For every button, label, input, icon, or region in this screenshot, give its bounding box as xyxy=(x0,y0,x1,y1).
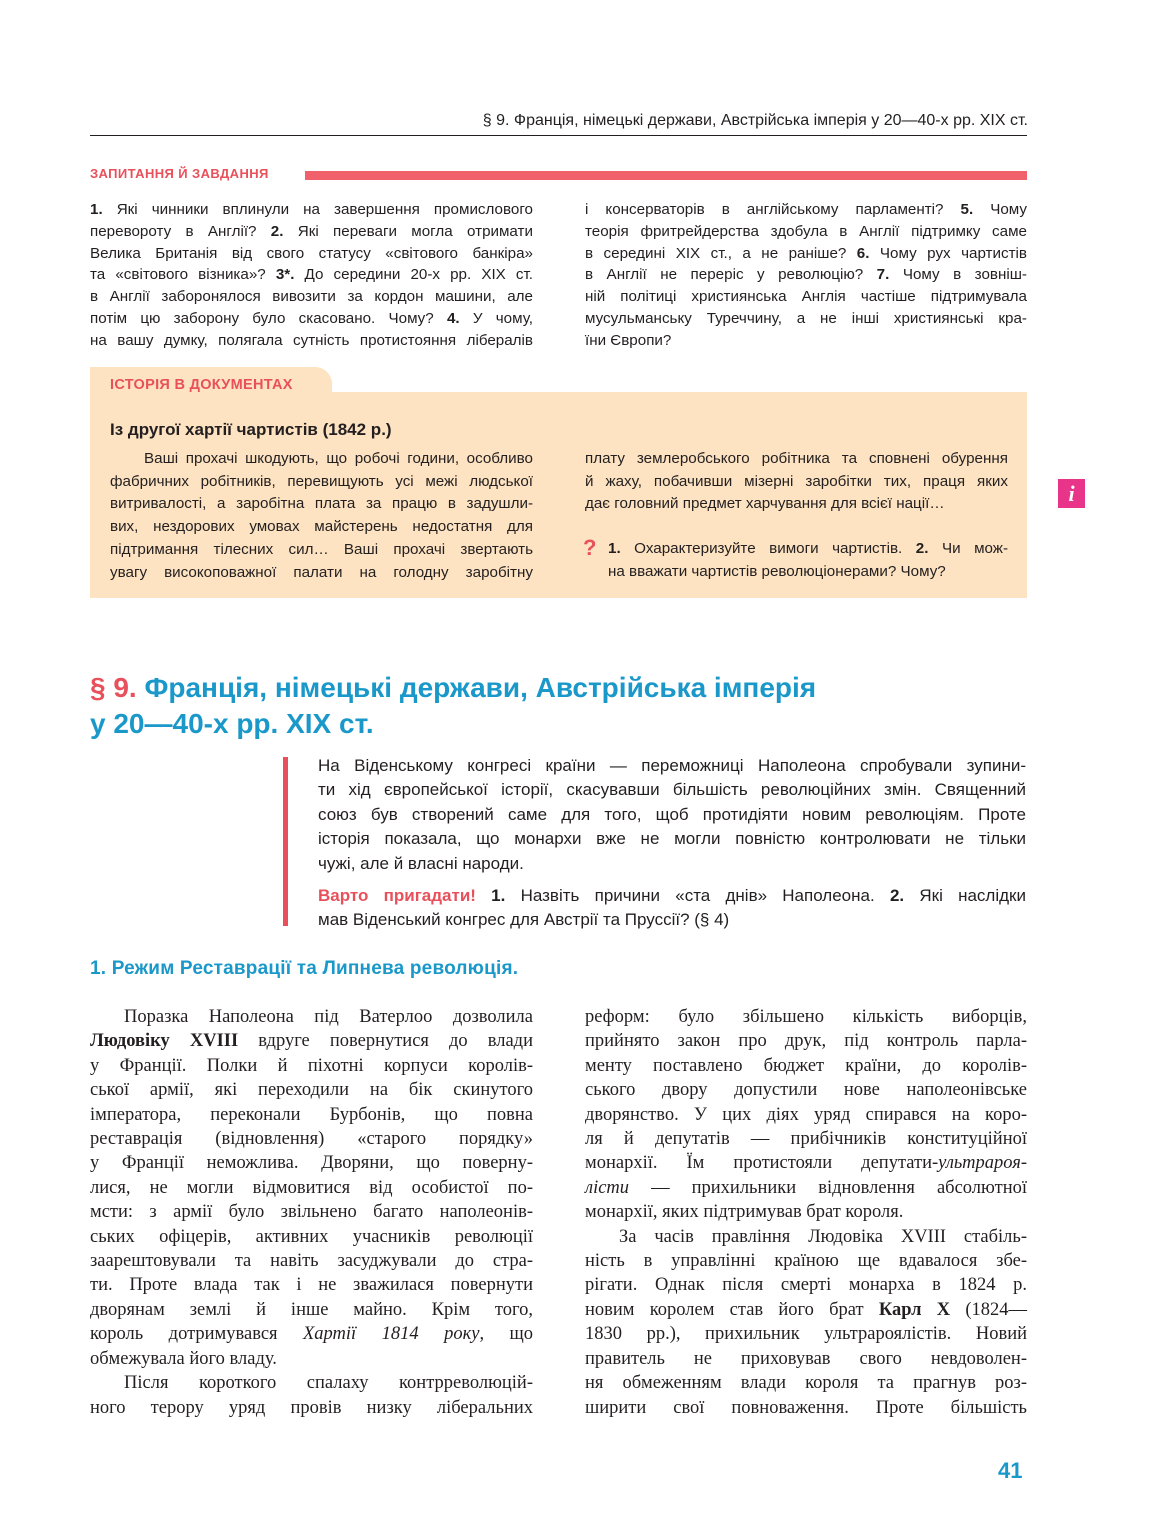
text-line: ти. Проте влада так і не зважилася повернути xyxy=(90,1275,533,1296)
text-line: король дотримувався Хартії 1814 року, що xyxy=(90,1324,533,1345)
text-line: Після короткого спалаху контрреволюцій- xyxy=(124,1373,533,1394)
text-line: дворянам землі й інше майно. Крім того, xyxy=(90,1299,533,1320)
question-mark-icon: ? xyxy=(583,535,597,560)
text-line: мсти: з армії було звільнено багато наполеонів- xyxy=(90,1202,533,1223)
text-line: Поразка Наполеона під Ватерлоо дозволила xyxy=(124,1007,533,1027)
text-line: підтримання тілесних сил… Ваші прохачі звертають xyxy=(110,540,533,558)
text-line: історія показала, що монархи вже не могли повністю контролювати не тільки xyxy=(318,829,1026,849)
text-line: та «світового візника»? 3*. До середини 20-х рр. ХІХ ст. xyxy=(90,266,533,284)
text-line: союз був створений саме для того, щоб протидіяти новим революціям. Проте xyxy=(318,804,1026,824)
text-line: в середині ХІХ ст., а не раніше? 6. Чому рух чартистів xyxy=(585,244,1027,262)
document-title: Із другої хартії чартистів (1842 р.) xyxy=(110,420,392,439)
document-questions xyxy=(608,538,1008,583)
text-line: ських офіцерів, активних учасників революції xyxy=(90,1226,533,1247)
text-line: вих, нездорових умовах майстерень недостатня для xyxy=(110,518,533,536)
body-left-column xyxy=(90,1005,533,1420)
body-right-column xyxy=(585,1005,1027,1420)
questions-right-column xyxy=(585,199,1027,352)
text-line: витривалості, а заробітна плата за працю в задушли- xyxy=(110,495,533,513)
text-line: менту поставлено бюджет країни, до королів- xyxy=(585,1055,1027,1076)
text-line: ня обмеженням влади короля та прагнув роз- xyxy=(585,1373,1027,1394)
text-line: на вашу думку, полягала сутність протистояння лібералів xyxy=(90,331,533,349)
text-line: теорія фритрейдерства здобула в Англії підтримку саме xyxy=(585,222,1027,240)
text-line: 1. Охарактеризуйте вимоги чартистів. 2. Чи мож- xyxy=(608,540,1009,557)
recall-label: Варто пригадати! xyxy=(318,886,476,905)
text-line: монархії. Їм протистояли депутати-ультрароя- xyxy=(585,1153,1027,1174)
text-line: перевороту в Англії? 2. Які переваги могла отримати xyxy=(90,222,533,240)
text-line: новим королем став його брат Карл X (1824— xyxy=(585,1299,1027,1320)
text-line: реформ: було збільшено кількість виборців, xyxy=(585,1007,1027,1027)
section-title-line: у 20—40-х рр. ХІХ ст. xyxy=(90,708,374,739)
text-line: За часів правління Людовіка XVIII стабіль- xyxy=(619,1226,1027,1247)
text-line: лися, не могли відмовитися від особистої по- xyxy=(90,1177,533,1198)
text-line: 1. Які чинники вплинули на завершення промислового xyxy=(90,201,533,218)
person-name: Карл X xyxy=(878,1299,951,1320)
text-line: ського двору допустили нове наполеонівське xyxy=(585,1080,1027,1101)
info-icon: i xyxy=(1068,481,1075,506)
intro-accent-bar xyxy=(283,757,288,926)
text-line: ширити свої повноваження. Проте більшість xyxy=(585,1397,1027,1418)
text-line: Варто пригадати! 1. Назвіть причини «ста днів» Наполеона. 2. Які наслідки xyxy=(318,886,1026,905)
text-line: плату землеробського робітника та сповнені обурення xyxy=(585,450,1008,467)
text-line: дає головний предмет харчування для всієї нації… xyxy=(585,495,945,513)
text-line: ської армії, які переходили на бік скинутого xyxy=(90,1080,533,1101)
text-line: лісти — прихильники відновлення абсолютної xyxy=(585,1177,1027,1198)
text-line: потім цю заборону було скасовано. Чому? 4. У чому, xyxy=(90,309,533,327)
text-line: Людовіку XVIII вдруге повернутися до влади xyxy=(90,1031,533,1052)
text-line: дворянство. У цих діях уряд спирався на коро- xyxy=(585,1104,1027,1125)
text-line: увагу високоповажної палати на голодну заробітну xyxy=(110,563,533,581)
documents-tab-label: ІСТОРІЯ В ДОКУМЕНТАХ xyxy=(110,377,293,393)
text-line: Ваші прохачі шкодують, що робочі години, особливо xyxy=(144,450,533,467)
text-line: обмежувала його владу. xyxy=(90,1348,277,1369)
questions-heading: ЗАПИТАННЯ Й ЗАВДАННЯ xyxy=(90,166,269,181)
document-left-column xyxy=(110,448,533,584)
text-line: у Франції. Полки й піхотні корпуси королів- xyxy=(90,1055,533,1076)
text-line: фабричних робітників, перевищують усі межі людської xyxy=(110,472,533,490)
section-title xyxy=(90,670,816,742)
subsection-title: 1. Режим Реставрації та Липнева революція. xyxy=(90,958,519,979)
text-line: ного терору уряд провів низку ліберальних xyxy=(90,1397,533,1418)
text-line: прийнято закон про друк, під контроль парла- xyxy=(585,1031,1027,1052)
text-line: ність в управлінні країною ще вдавалося збе- xyxy=(585,1251,1027,1272)
text-line: реставрація (відновлення) «старого порядку» xyxy=(90,1129,533,1150)
text-line: і консерваторів в англійському парламенті? 5. Чому xyxy=(585,201,1028,218)
header-rule xyxy=(90,135,1027,136)
text-line: їни Європи? xyxy=(585,331,672,349)
recall-block xyxy=(318,884,1026,933)
text-line: ля й депутатів — прибічників конституційної xyxy=(585,1129,1027,1150)
text-line: у Франції неможлива. Дворяни, що поверну- xyxy=(90,1153,533,1174)
text-line: мусульманську Туреччину, а не інші християнські кра- xyxy=(585,309,1027,327)
text-line: в Англії заборонялося вивозити за кордон машини, але xyxy=(90,288,533,306)
text-line: рігати. Однак після смерті монарха в 1824 р. xyxy=(585,1275,1027,1296)
section-number: § 9. xyxy=(90,672,137,703)
text-line: На Віденському конгресі країни — переможниці Наполеона спробували зупини- xyxy=(318,756,1026,775)
text-line: чужі, але й власні народи. xyxy=(318,853,524,873)
text-line: Велика Британія від свого статусу «світового банкіра» xyxy=(90,244,533,262)
questions-heading-bar xyxy=(305,171,1027,180)
page-number: 41 xyxy=(998,1458,1023,1483)
person-name: Людовіку XVIII xyxy=(90,1031,239,1052)
text-line: 1830 рр.), прихильник ультрароялістів. Новий xyxy=(585,1324,1027,1345)
text-line: заарештовували та навіть засуджували до стра- xyxy=(90,1251,533,1272)
text-line: ній політиці християнська Англія частіше підтримувала xyxy=(585,288,1027,306)
text-line: правитель не приховував свого невдоволен- xyxy=(585,1348,1027,1369)
text-line: імператора, переконали Бурбонів, що повна xyxy=(90,1104,533,1125)
text-line: ти хід європейської історії, скасувавши більшість революційних змін. Священний xyxy=(318,780,1026,800)
section-intro xyxy=(318,754,1026,876)
document-right-column xyxy=(585,448,1008,516)
section-title-line: § 9. Франція, німецькі держави, Австрійська імперія xyxy=(90,672,817,703)
text-line: на вважати чартистів революціонерами? Чому? xyxy=(608,562,946,580)
text-line: монархії, яких підтримував брат короля. xyxy=(585,1202,904,1223)
questions-left-column xyxy=(90,199,533,352)
text-line: й жаху, побачивши мізерні заробітки тих, праця яких xyxy=(585,472,1008,490)
text-line: в Англії не переріс у революцію? 7. Чому в зовніш- xyxy=(585,266,1027,284)
running-head: § 9. Франція, німецькі держави, Австрійська імперія у 20—40-х рр. ХІХ ст. xyxy=(482,112,1028,129)
text-line: мав Віденський конгрес для Австрії та Пруссії? (§ 4) xyxy=(318,910,730,930)
